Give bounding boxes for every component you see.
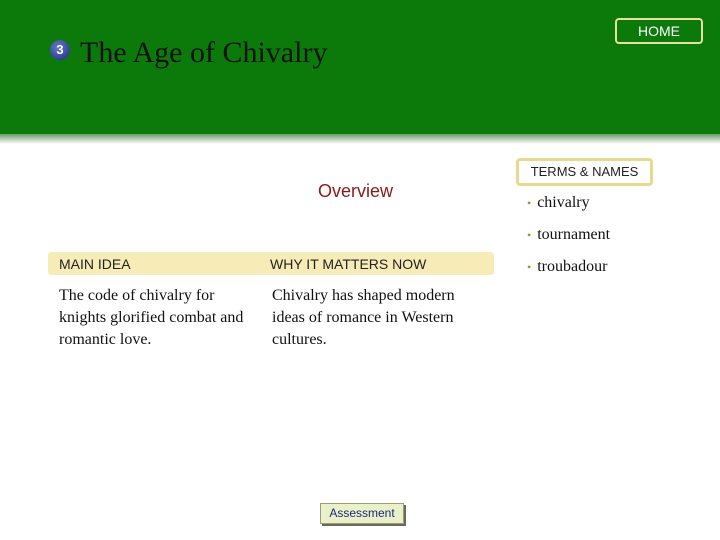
bullet-icon: • [527, 228, 532, 242]
terms-and-names-label: TERMS & NAMES [516, 158, 653, 186]
term-item [527, 226, 610, 258]
home-button[interactable]: HOME [615, 18, 703, 44]
term-item [527, 194, 610, 226]
page-title: The Age of Chivalry [80, 36, 328, 69]
main-idea-text: The code of chivalry for knights glorified combat and romantic love. [59, 287, 244, 348]
terms-list [527, 194, 610, 290]
overview-heading: Overview [318, 181, 394, 201]
header-divider [0, 134, 720, 144]
bullet-icon: • [527, 196, 532, 210]
section-number-badge: 3 [50, 40, 70, 60]
term-label: troubadour [537, 258, 608, 275]
why-it-matters-heading: WHY IT MATTERS NOW [270, 256, 427, 272]
main-idea-heading: MAIN IDEA [59, 256, 131, 272]
why-it-matters-text: Chivalry has shaped modern ideas of romance in Western cultures. [272, 287, 455, 348]
term-label: chivalry [537, 194, 590, 211]
assessment-button[interactable]: Assessment [320, 503, 404, 524]
bullet-icon: • [527, 260, 532, 274]
term-label: tournament [537, 226, 611, 243]
term-item [527, 258, 610, 290]
